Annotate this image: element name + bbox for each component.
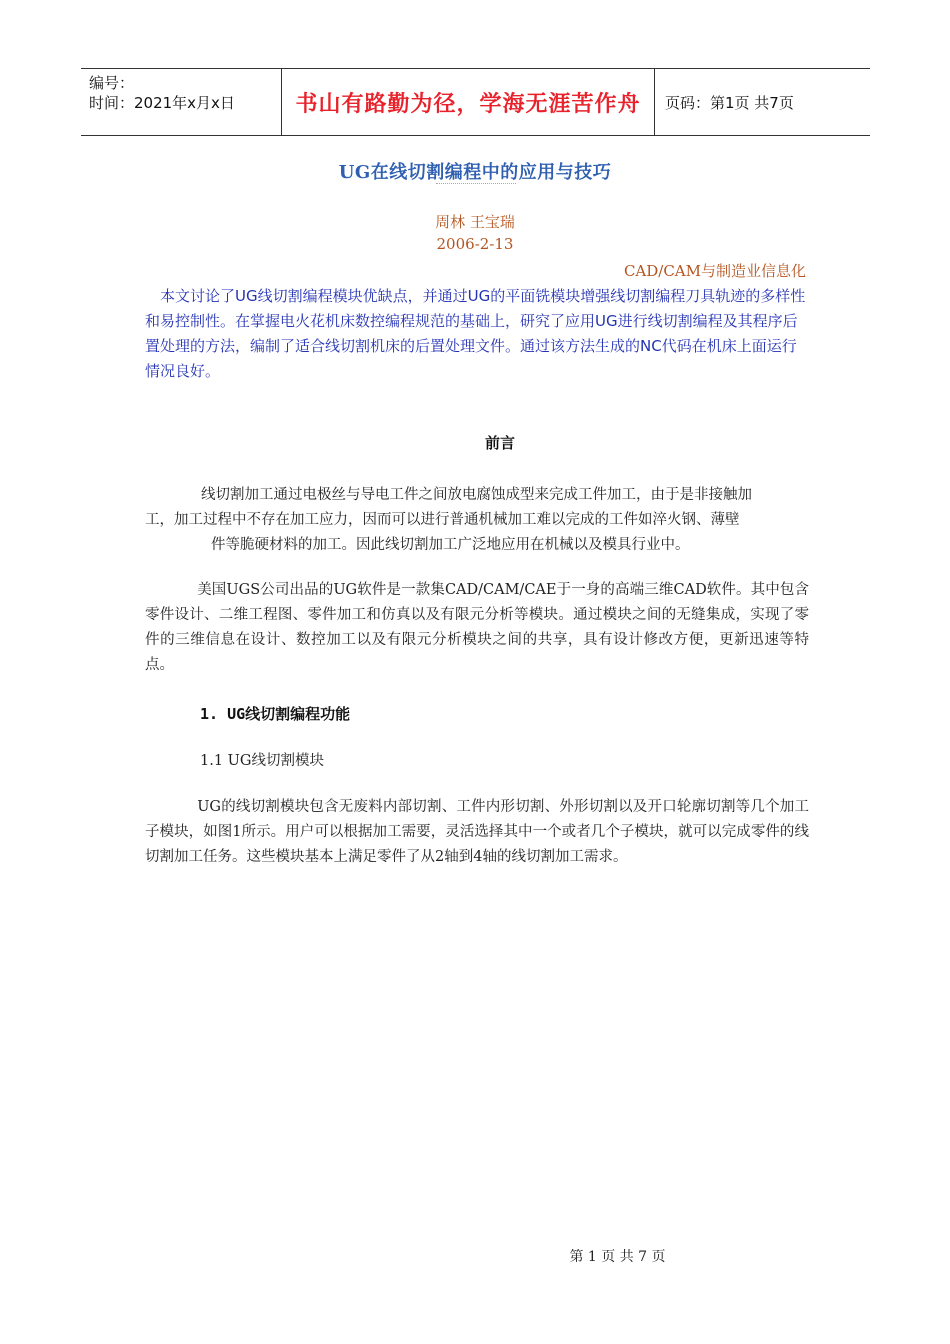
section1-subheading: 1.1 UG线切割模块 — [200, 753, 324, 769]
motto: 书山有路勤为径，学海无涯苦作舟 — [295, 91, 641, 117]
article-authors: 周林 王宝瑞 — [435, 213, 515, 231]
article-abstract: 本文讨论了UG线切割编程模块优缺点，并通过UG的平面铣模块增强线切割编程刀具轨迹的多样性和易控制性。在掌握电火花机床数控编程规范的基础上，研究了应用UG进行线切割编程及其程序后置处理的方法，编制了适合线切割机床的后置处理文件。通过该方法生成的NC代码在机床上面运行情况良好。 — [145, 287, 806, 380]
time-label: 时间：2021年x月x日 — [89, 94, 235, 112]
number-label: 编号： — [89, 74, 135, 92]
section1-heading: 1. UG线切割编程功能 — [200, 705, 351, 723]
preface-para2: 美国UGS公司出品的UG软件是一款集CAD/CAM/CAE于一身的高端三维CAD软件。其中包含零件设计、二维工程图、零件加工和仿真以及有限元分析等模块。通过模块之间的无缝集成，实现了零件的三维信息在设计、数控加工以及有限元分析模块之间的共享，具有设计修改方便，更新迅速等特点。 — [145, 582, 809, 673]
title-underline — [436, 183, 516, 184]
section1-para: UG的线切割模块包含无废料内部切割、工件内形切割、外形切割以及开口轮廓切割等几个加工子模块，如图1所示。用户可以根据加工需要，灵活选择其中一个或者几个子模块，就可以完成零件的线切割加工任务。这些模块基本上满足零件了从2轴到4轴的线切割加工需求。 — [145, 799, 809, 865]
header-table — [81, 68, 870, 136]
preface-para1-line1: 线切割加工通过电极丝与导电工件之间放电腐蚀成型来完成工件加工，由于是非接触加 — [201, 487, 752, 503]
page-footer: 第 1 页 共 7 页 — [569, 1249, 666, 1265]
header-motto-cell — [281, 69, 655, 135]
preface-heading: 前言 — [484, 434, 515, 452]
article-source: CAD/CAM与制造业信息化 — [623, 262, 806, 280]
preface-para1-line3: 件等脆硬材料的加工。因此线切割加工广泛地应用在机械以及模具行业中。 — [211, 537, 690, 553]
header-left-cell — [81, 69, 281, 135]
article-date: 2006-2-13 — [436, 235, 514, 253]
header-page-info: 页码：第1页 共7页 — [665, 93, 794, 112]
preface-para1-line2: 工，加工过程中不存在加工应力，因而可以进行普通机械加工难以完成的工件如淬火钢、薄壁 — [145, 512, 740, 528]
article-title: UG在线切割编程中的应用与技巧 — [338, 162, 612, 183]
